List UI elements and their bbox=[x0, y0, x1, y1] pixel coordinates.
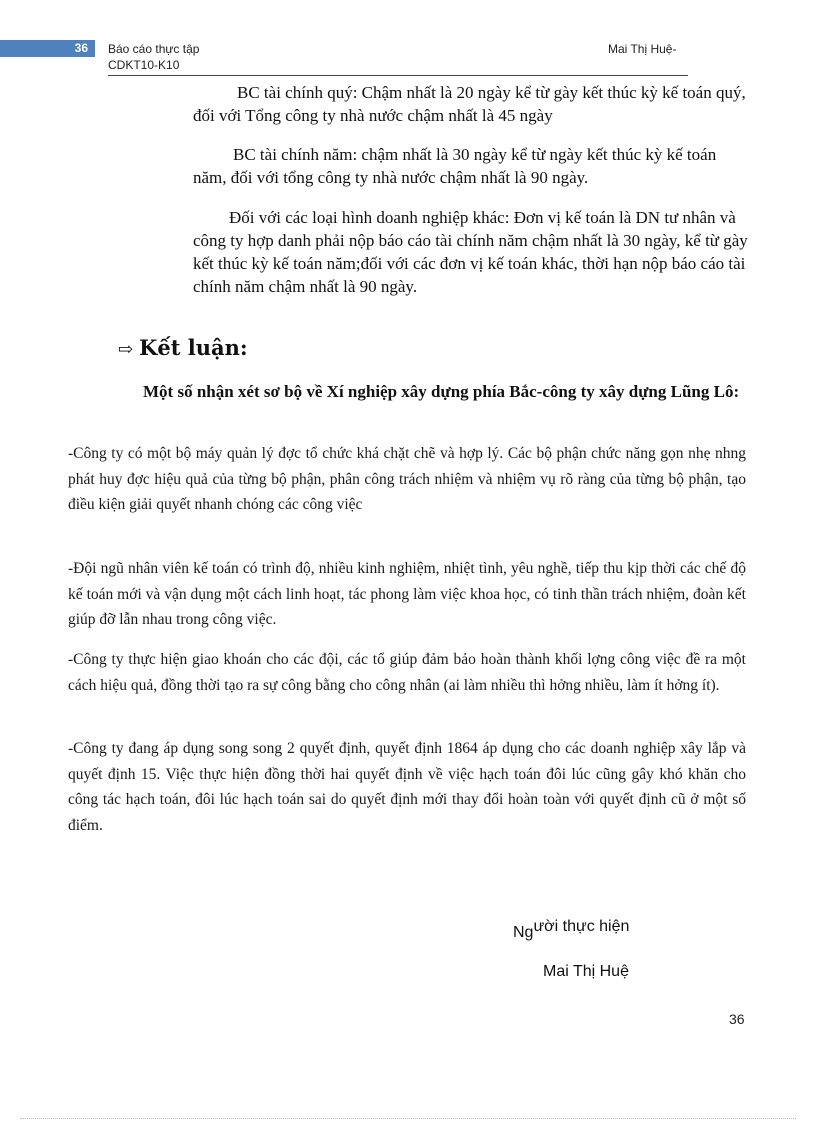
paragraph-other-enterprises: Đối với các loại hình doanh nghiệp khác: Đơn vị kế toán là DN tư nhân và công ty hợp danh phải nộp báo cáo tài chính năm chậm nhất là 30 ngày, kể từ gày kết thúc kỳ kế toán năm;đối với các đơn vị kế toán khác, thời hạn nộp báo cáo tài chính năm chậm nhất là 90 ngày. bbox=[193, 208, 748, 296]
header-author: Mai Thị Huệ- bbox=[608, 42, 677, 56]
remark-paragraph-1: -Công ty có một bộ máy quản lý đợc tổ chức khá chặt chẽ và hợp lý. Các bộ phận chức năng gọn nhẹ nhng phát huy đợc hiệu quả của từng bộ phận, phân công trách nhiệm và nhiệm vụ rõ ràng của từng bộ phận, tạo điều kiện giải quyết nhanh chóng các công việc bbox=[68, 445, 746, 513]
paragraph-annual-report: BC tài chính năm: chậm nhất là 30 ngày kể từ ngày kết thúc kỳ kế toán năm, đối với tổng công ty nhà nước chậm nhất là 90 ngày. bbox=[193, 145, 717, 187]
header-title-line1: Báo cáo thực tập bbox=[108, 42, 200, 56]
header-title-line2: CDKT10-K10 bbox=[108, 58, 180, 72]
signature-role-prefix: Ng bbox=[513, 924, 534, 941]
footer-divider bbox=[20, 1118, 796, 1119]
remark-paragraph-3: -Công ty thực hiện giao khoán cho các đội, các tổ giúp đảm bảo hoàn thành khối lợng công việc đề ra một cách hiệu quả, đồng thời tạo ra sự công bằng cho công nhân (ai làm nhiều thì hởng nhiều, làm ít hởng ít). bbox=[68, 651, 746, 694]
header-page-number: 36 bbox=[74, 41, 88, 55]
arrow-right-icon: ⇨ bbox=[118, 339, 134, 360]
footer-page-number: 36 bbox=[729, 1011, 745, 1027]
signature-role bbox=[513, 918, 630, 941]
paragraph-quarterly-report: BC tài chính quý: Chậm nhất là 20 ngày kể từ gày kết thúc kỳ kế toán quý, đối với Tổng công ty nhà nước chậm nhất là 45 ngày bbox=[193, 83, 746, 125]
conclusion-heading bbox=[118, 334, 248, 364]
signature-name: Mai Thị Huệ bbox=[543, 963, 629, 980]
header-title bbox=[108, 41, 688, 73]
signature-role-rest: ười thực hiện bbox=[533, 918, 630, 935]
remark-paragraph-2: -Đội ngũ nhân viên kế toán có trình độ, nhiều kinh nghiệm, nhiệt tình, yêu nghề, tiếp thu kịp thời các chế độ kế toán mới và vận dụng một cách linh hoạt, tác phong làm việc khoa học, có tinh thần trách nhiệm, đoàn kết giúp đỡ lẫn nhau trong công việc. bbox=[68, 560, 746, 628]
conclusion-subheading: Một số nhận xét sơ bộ về Xí nghiệp xây dựng phía Bắc-công ty xây dựng Lũng Lô: bbox=[143, 382, 740, 401]
header-divider bbox=[108, 75, 688, 76]
conclusion-heading-text: Kết luận: bbox=[139, 335, 248, 360]
remark-paragraph-4: -Công ty đang áp dụng song song 2 quyết định, quyết định 1864 áp dụng cho các doanh nghiệp xây lắp và quyết định 15. Việc thực hiện đồng thời hai quyết định về việc hạch toán đôi lúc cũng gây khó khăn cho công tác hạch toán, đôi lúc hạch toán sai do quyết định mới thay đổi hoàn toàn với quyết định cũ ở một số điểm. bbox=[68, 740, 746, 834]
